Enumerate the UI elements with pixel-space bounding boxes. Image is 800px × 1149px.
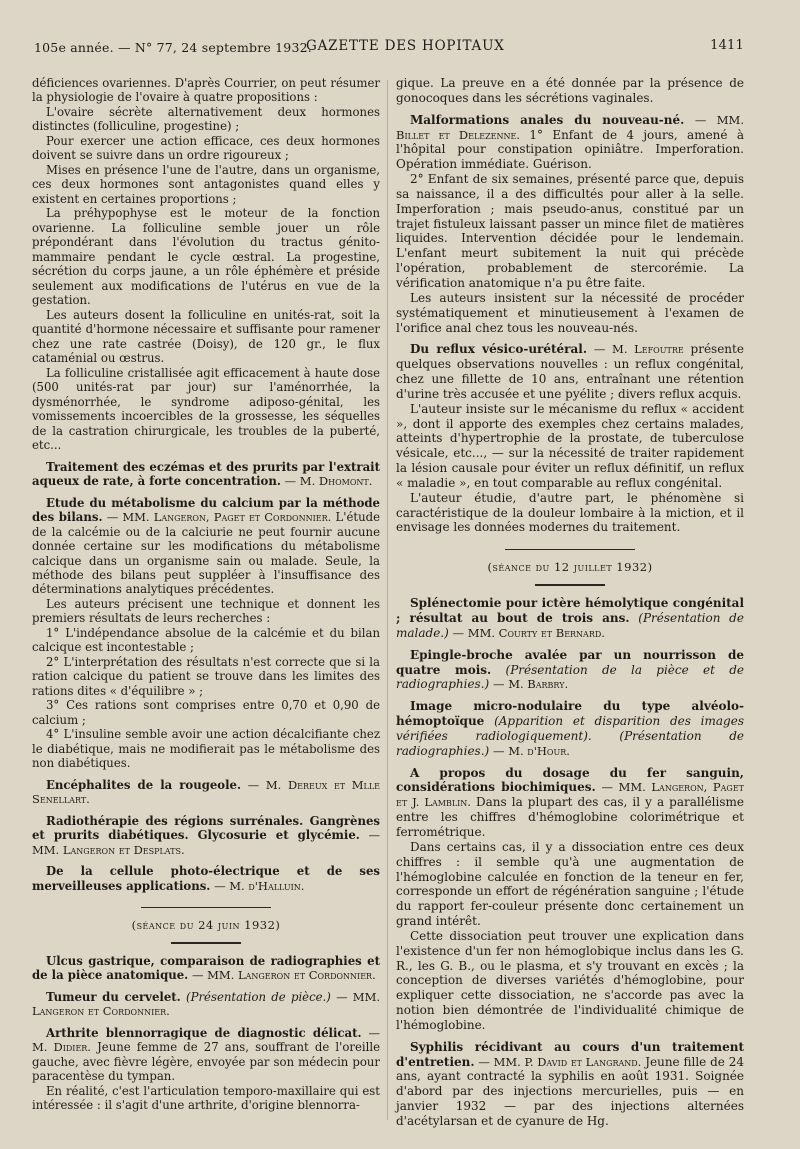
paragraph: Les auteurs insistent sur la nécessité de procéder systématiquement et minutieusement à l'examen de l'orifice anal chez tous les nouveau-nés. — [396, 290, 744, 335]
entry-epingle — [396, 648, 744, 693]
entry-authors: — MM. Langeron et Cordonnier. — [32, 989, 381, 1019]
entry-title: Encéphalites de la rougeole. — [46, 777, 242, 792]
entry-image-micro-nodulaire — [396, 699, 744, 758]
entry-authors: — MM. Billet et Delezenne. — [396, 112, 744, 142]
entry-cellule — [32, 864, 380, 893]
entry-title: Arthrite blennorragique de diagnostic délicat. — [46, 1025, 362, 1040]
paragraph: Les auteurs dosent la folliculine en unités-rat, soit la quantité d'hormone nécessaire et suffisante pour ramener chez une rate castrée (Doisy), de 120 gr., le flux cataménial ou œstrus. — [32, 307, 380, 366]
divider — [535, 584, 605, 586]
header-journal-title: GAZETTE DES HOPITAUX — [306, 38, 505, 54]
entry-text: Dans la plupart des cas, il y a parallélisme entre les chiffres d'hémoglobine colorimétrique et ferrométrique. — [396, 795, 744, 839]
entry-radiotherapie — [32, 814, 380, 857]
session-heading-june — [32, 907, 380, 943]
paragraph: Pour exercer une action efficace, ces deux hormones doivent se suivre dans un ordre rigoureux ; — [32, 133, 380, 163]
entry-authors: — M. Dereux et Mlle Senellart. — [32, 777, 381, 807]
entry-title: Ulcus gastrique, comparaison de radiographies et de la pièce anatomique. — [32, 953, 380, 983]
entry-text: Jeune femme de 27 ans, souffrant de l'oreille gauche, avec fièvre légère, envoyée par son médecin pour paracentèse du tympan. — [32, 1040, 380, 1084]
page-header — [34, 36, 744, 58]
entry-reflux — [396, 342, 744, 401]
paragraph: L'ovaire sécrète alternativement deux hormones distinctes (folliculine, progestine) ; — [32, 104, 380, 134]
session-heading-july — [396, 549, 744, 586]
entry-calcium — [32, 496, 380, 597]
entry-authors: — MM. Courty et Bernard. — [452, 625, 605, 640]
paragraph: En réalité, c'est l'articulation temporo-maxillaire qui est intéressée : il s'agit d'une arthrite, d'origine blennorra- — [32, 1083, 380, 1112]
session-date: (séance du 12 juillet 1932) — [487, 560, 653, 575]
entry-title: Epingle-broche avalée par un nourrisson de quatre mois. — [396, 647, 744, 677]
header-issue: — N° 77, 24 septembre 1932. — [117, 40, 312, 55]
entry-text: 1° Enfant de 4 jours, amené à l'hôpital pour constipation opiniâtre. Imperforation. Opération immédiate. Guérison. — [396, 127, 744, 172]
divider — [171, 942, 241, 944]
paragraph: déficiences ovariennes. D'après Courrier, on peut résumer la physiologie de l'ovaire à quatre propositions : — [32, 76, 380, 105]
entry-authors: — MM. Langeron et Desplats. — [32, 828, 381, 857]
entry-authors: — MM. Langeron et Cordonnier. — [191, 968, 376, 983]
entry-text: L'étude de la calcémie ou de la calciurie ne peut fournir aucune donnée certaine sur les modifications du métabolisme calcique dans un organisme sain ou malade. Seule, la méthode des bilans peut suppléer à l'insuffisance des déterminations analytiques précédentes. — [32, 510, 381, 597]
paragraph: Les auteurs précisent une technique et donnent les premiers résultats de leurs recherches : — [32, 596, 380, 626]
entry-title: Syphilis récidivant au cours d'un traitement d'entretien. — [396, 1039, 744, 1069]
entry-title: Du reflux vésico-urétéral. — [410, 342, 588, 357]
paragraph: Mises en présence l'une de l'autre, dans un organisme, ces deux hormones sont antagonistes quand elles y existent en certaines proportions ; — [32, 162, 380, 206]
paragraph: 2° Enfant de six semaines, présenté parce que, depuis sa naissance, il a des difficultés pour aller à la selle. Imperforation ; mais pseudo-anus, constitué par un trajet fistuleux laissant passer un mince filet de matières liquides. Intervention décidée pour le lendemain. L'enfant meurt subitement la nuit qui précède l'opération, probablement de stercorémie. La vérification anatomique n'a pu être faite. — [396, 172, 744, 290]
entry-title: Malformations anales du nouveau-né. — [410, 112, 685, 127]
paragraph: 1° L'indépendance absolue de la calcémie et du bilan calcique est incontestable ; — [32, 625, 380, 655]
column-divider — [387, 80, 388, 1120]
paragraph: La folliculine cristallisée agit efficacement à haute dose (500 unités-rat par jour) sur l'aménorrhée, la dysménorrhée, le syndrome adiposo-génital, les vomissements incoercibles de la grossesse, les séquelles de la castration chirurgicale, les troubles de la puberté, etc... — [32, 365, 380, 453]
header-page-number: 1411 — [710, 38, 744, 53]
entry-title: De la cellule photo-électrique et de ses merveilleuses applications. — [32, 864, 380, 893]
entry-authors: — MM. Langeron, Paget et Cordonnier. — [106, 510, 332, 525]
divider — [505, 549, 635, 550]
paragraph: L'auteur insiste sur le mécanisme du reflux « accident », dont il apporte des exemples chez certains malades, atteints d'hypertrophie de la prostate, de tuberculose vésicale, etc..., — sur la nécessité de traiter rapidement la lésion causale pour éviter un reflux définitif, un reflux « maladie », en tout comparable au reflux congénital. — [396, 401, 744, 490]
entry-title: Image micro-nodulaire du type alvéolo-hémoptoïque — [396, 699, 744, 729]
entry-authors: — M. Barbry. — [493, 677, 569, 692]
session-date: (séance du 24 juin 1932) — [131, 918, 281, 933]
entry-tumeur — [32, 990, 380, 1019]
divider — [141, 907, 271, 908]
paragraph: 2° L'interprétation des résultats n'est correcte que si la ration calcique du patient se trouve dans les limites des rations dites « d'équilibre » ; — [32, 654, 380, 698]
entry-authors: — M. d'Hour. — [493, 743, 570, 758]
entry-fer-sanguin — [396, 766, 744, 840]
entry-eczemas — [32, 460, 380, 489]
entry-title: A propos du dosage du fer sanguin, considérations biochimiques. — [396, 765, 744, 795]
entry-rougeole — [32, 778, 380, 807]
entry-arthrite — [32, 1026, 380, 1084]
entry-note: (Présentation de malade.) — [396, 611, 744, 640]
entry-title: Tumeur du cervelet. — [46, 989, 181, 1004]
entry-syphilis — [396, 1040, 744, 1129]
entry-ulcus — [32, 954, 380, 983]
entry-authors: — MM. Langeron, Paget et J. Lamblin. — [396, 780, 744, 810]
entry-title: Etude du métabolisme du calcium par la méthode des bilans. — [32, 495, 380, 525]
entry-note: (Apparition et disparition des images vérifiées radiologiquement). (Présentation de radiographies.) — [396, 714, 744, 758]
paragraph: 4° L'insuline semble avoir une action décalcifiante chez le diabétique, mais ne modifierait pas le métabolisme des non diabétiques. — [32, 727, 380, 771]
entry-title: Radiothérapie des régions surrénales. Gangrènes et prurits diabétiques. Glycosurie et glycémie. — [32, 813, 380, 843]
paragraph: Cette dissociation peut trouver une explication dans l'existence d'un fer non hémoglobique inclus dans les G. R., les G. B., ou le plasma, et s'y trouvant en excès ; la conception de diverses variétés d'hémoglobine, pour expliquer cette dissociation, ne s'accorde pas avec la notion bien démontrée de l'individualité chimique de l'hémoglobine. — [396, 928, 744, 1032]
header-year: 105e année. — [34, 40, 114, 55]
paragraph: La préhypophyse est le moteur de la fonction ovarienne. La folliculine semble jouer un rôle prépondérant dans l'évolution du tractus génito-mammaire pendant le cycle œstral. La progestine, sécrétion du corps jaune, a un rôle éphémère et préside seulement aux modifications de l'utérus en vue de la gestation. — [32, 206, 380, 308]
paragraph: gique. La preuve en a été donnée par la présence de gonocoques dans les sécrétions vaginales. — [396, 76, 744, 105]
entry-text: Jeune fille de 24 ans, ayant contracté la syphilis en août 1931. Soignée d'abord par des injections mercurielles, puis — en janvier 1932 — par des injections alternées d'acétylarsan et de cyanure de Hg. — [396, 1054, 744, 1128]
entry-note: (Présentation de la pièce et de radiographies.) — [396, 662, 744, 692]
paragraph: L'auteur étudie, d'autre part, le phénomène si caractéristique de la douleur lombaire à la miction, et il envisage les données modernes du traitement. — [396, 490, 744, 535]
entry-text: présente quelques observations nouvelles : un reflux congénital, chez une fillette de 10 ans, entraînant une rétention d'urine très accusée et une pyélite ; divers reflux acquis. — [396, 342, 744, 401]
entry-title: Splénectomie pour ictère hémolytique congénital ; résultat au bout de trois ans. — [396, 596, 744, 625]
header-issue-info — [34, 40, 312, 55]
entry-title: Traitement des eczémas et des prurits par l'extrait aqueux de rate, à forte concentration. — [32, 459, 380, 489]
entry-authors: — M. Didier. — [32, 1025, 380, 1055]
right-column — [396, 76, 744, 1129]
entry-splenectomie — [396, 596, 744, 641]
entry-malformations — [396, 113, 744, 172]
entry-authors: — MM. P. David et Langrand. — [478, 1054, 642, 1069]
paragraph: Dans certains cas, il y a dissociation entre ces deux chiffres : il semble qu'à une augmentation de l'hémoglobine calculée en fonction de la teneur en fer, corresponde un effort de régénération sanguine ; l'étude du rapport fer-couleur présente donc certainement un grand intérêt. — [396, 839, 744, 929]
entry-authors: — M. Lefoutre — [593, 342, 684, 357]
entry-authors: — M. Dhomont. — [284, 474, 373, 489]
entry-authors: — M. d'Halluin. — [214, 878, 305, 893]
paragraph: 3° Ces rations sont comprises entre 0,70 et 0,90 de calcium ; — [32, 698, 380, 727]
entry-note: (Présentation de pièce.) — [186, 989, 331, 1004]
left-column — [32, 76, 380, 1112]
